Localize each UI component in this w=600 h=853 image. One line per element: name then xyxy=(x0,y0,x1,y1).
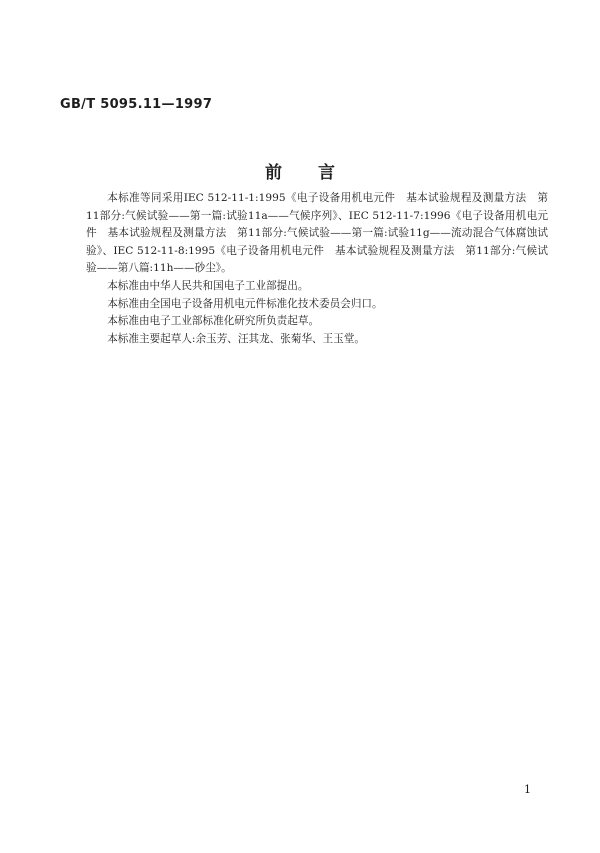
paragraph-drafters: 本标准主要起草人:余玉芳、汪其龙、张菊华、王玉堂。 xyxy=(107,332,366,345)
page-number: 1 xyxy=(524,783,531,796)
standard-code: GB/T 5095.11—1997 xyxy=(60,97,213,112)
preface-title: 前言 xyxy=(265,163,371,183)
paragraph-proposed-by: 本标准由中华人民共和国电子工业部提出。 xyxy=(107,279,309,292)
paragraph-drafted-by: 本标准由电子工业部标准化研究所负责起草。 xyxy=(107,315,320,328)
paragraph-administered-by: 本标准由全国电子设备用机电元件标准化技术委员会归口。 xyxy=(107,297,383,310)
preface-body xyxy=(86,190,548,348)
paragraph-adoption: 本标准等同采用IEC 512-11-1:1995《电子设备用机电元件 基本试验规程及测量方法 第11部分:气候试验——第一篇:试验11a——气候序列》、IEC 512-11-7:1996《电子设备用机电元件 基本试验规程及测量方法 第11部分:气候试验——第一篇:试验11g——流动混合气体腐蚀试验》、IEC 512-11-8:1995《电子设备用机电元件 基本试验规程及测量方法 第11部分:气候试验——第八篇:11h——砂尘》。 xyxy=(86,192,548,275)
